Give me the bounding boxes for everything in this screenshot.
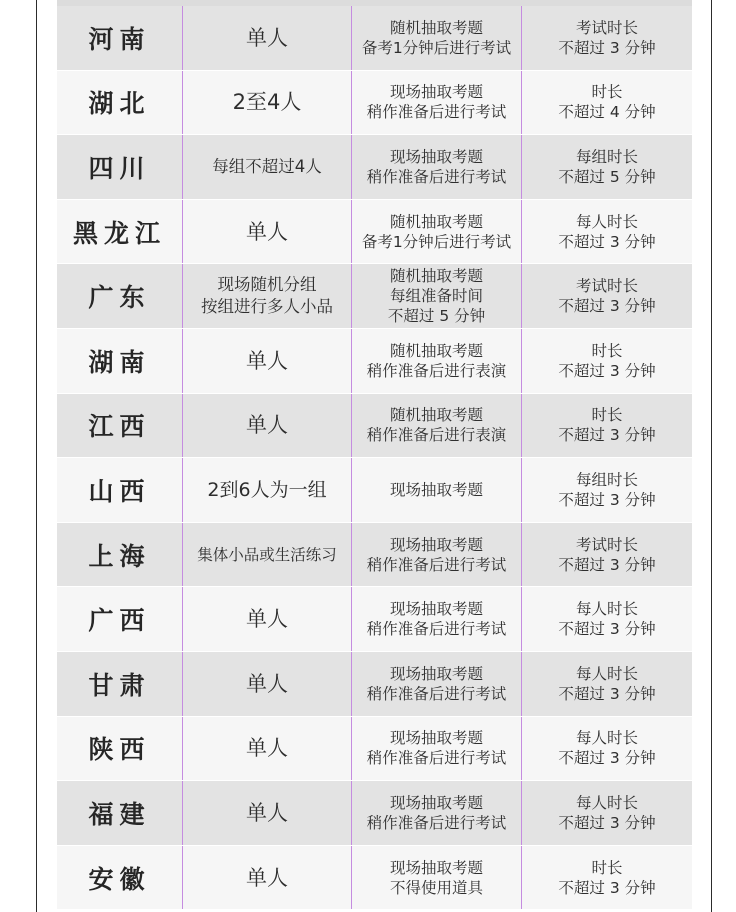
province-cell: 广东: [88, 283, 151, 313]
province-cell: 湖北: [88, 89, 151, 119]
table-row: [57, 200, 692, 265]
time-cell: 每人时长 不超过 3 分钟: [521, 781, 692, 845]
table-row: [57, 329, 692, 394]
time-cell: 时长 不超过 3 分钟: [521, 329, 692, 393]
topic-cell: 随机抽取考题 每组准备时间 不超过 5 分钟: [351, 264, 521, 328]
table-row: [57, 781, 692, 846]
province-cell: 山西: [88, 476, 151, 506]
province-cell: 陕西: [88, 735, 151, 765]
group-cell: 集体小品或生活练习: [182, 523, 351, 587]
group-cell: 单人: [182, 717, 351, 781]
time-cell: 时长 不超过 3 分钟: [521, 846, 692, 910]
group-cell: 单人: [182, 781, 351, 845]
topic-cell: 现场抽取考题 稍作准备后进行考试: [351, 717, 521, 781]
province-cell: 黑龙江: [72, 218, 166, 248]
table-row: [57, 264, 692, 329]
topic-cell: 随机抽取考题 稍作准备后进行表演: [351, 394, 521, 458]
time-cell: 每组时长 不超过 5 分钟: [521, 135, 692, 199]
topic-cell: 现场抽取考题: [351, 458, 521, 522]
table-row: [57, 846, 692, 911]
group-cell: 单人: [182, 652, 351, 716]
table-row: [57, 71, 692, 136]
time-cell: 每组时长 不超过 3 分钟: [521, 458, 692, 522]
topic-cell: 现场抽取考题 稍作准备后进行考试: [351, 652, 521, 716]
group-cell: 现场随机分组 按组进行多人小品: [182, 264, 351, 328]
group-cell: 每组不超过4人: [182, 135, 351, 199]
group-cell: 单人: [182, 6, 351, 70]
time-cell: 每人时长 不超过 3 分钟: [521, 587, 692, 651]
table-row: [57, 717, 692, 782]
province-cell: 江西: [88, 412, 151, 442]
group-cell: 单人: [182, 587, 351, 651]
topic-cell: 随机抽取考题 备考1分钟后进行考试: [351, 6, 521, 70]
time-cell: 每人时长 不超过 3 分钟: [521, 200, 692, 264]
province-cell: 上海: [88, 541, 151, 571]
topic-cell: 现场抽取考题 稍作准备后进行考试: [351, 71, 521, 135]
province-cell: 广西: [88, 606, 151, 636]
topic-cell: 随机抽取考题 备考1分钟后进行考试: [351, 200, 521, 264]
province-cell: 甘肃: [88, 670, 151, 700]
time-cell: 考试时长 不超过 3 分钟: [521, 264, 692, 328]
province-cell: 湖南: [88, 347, 151, 377]
table-row: [57, 135, 692, 200]
table-row: [57, 6, 692, 71]
table-row: [57, 394, 692, 459]
topic-cell: 现场抽取考题 稍作准备后进行考试: [351, 523, 521, 587]
province-cell: 安徽: [88, 864, 151, 894]
group-cell: 单人: [182, 200, 351, 264]
topic-cell: 现场抽取考题 稍作准备后进行考试: [351, 781, 521, 845]
time-cell: 考试时长 不超过 3 分钟: [521, 523, 692, 587]
time-cell: 时长 不超过 3 分钟: [521, 394, 692, 458]
topic-cell: 现场抽取考题 不得使用道具: [351, 846, 521, 910]
table-row: [57, 523, 692, 588]
table-row: [57, 652, 692, 717]
group-cell: 2到6人为一组: [182, 458, 351, 522]
exam-requirements-table: [57, 6, 692, 910]
group-cell: 单人: [182, 394, 351, 458]
topic-cell: 随机抽取考题 稍作准备后进行表演: [351, 329, 521, 393]
province-cell: 四川: [88, 153, 151, 183]
time-cell: 每人时长 不超过 3 分钟: [521, 717, 692, 781]
group-cell: 单人: [182, 329, 351, 393]
group-cell: 2至4人: [182, 71, 351, 135]
topic-cell: 现场抽取考题 稍作准备后进行考试: [351, 135, 521, 199]
time-cell: 时长 不超过 4 分钟: [521, 71, 692, 135]
topic-cell: 现场抽取考题 稍作准备后进行考试: [351, 587, 521, 651]
province-cell: 河南: [88, 24, 151, 54]
table-row: [57, 458, 692, 523]
group-cell: 单人: [182, 846, 351, 910]
time-cell: 考试时长 不超过 3 分钟: [521, 6, 692, 70]
time-cell: 每人时长 不超过 3 分钟: [521, 652, 692, 716]
table-row: [57, 587, 692, 652]
province-cell: 福建: [88, 799, 151, 829]
